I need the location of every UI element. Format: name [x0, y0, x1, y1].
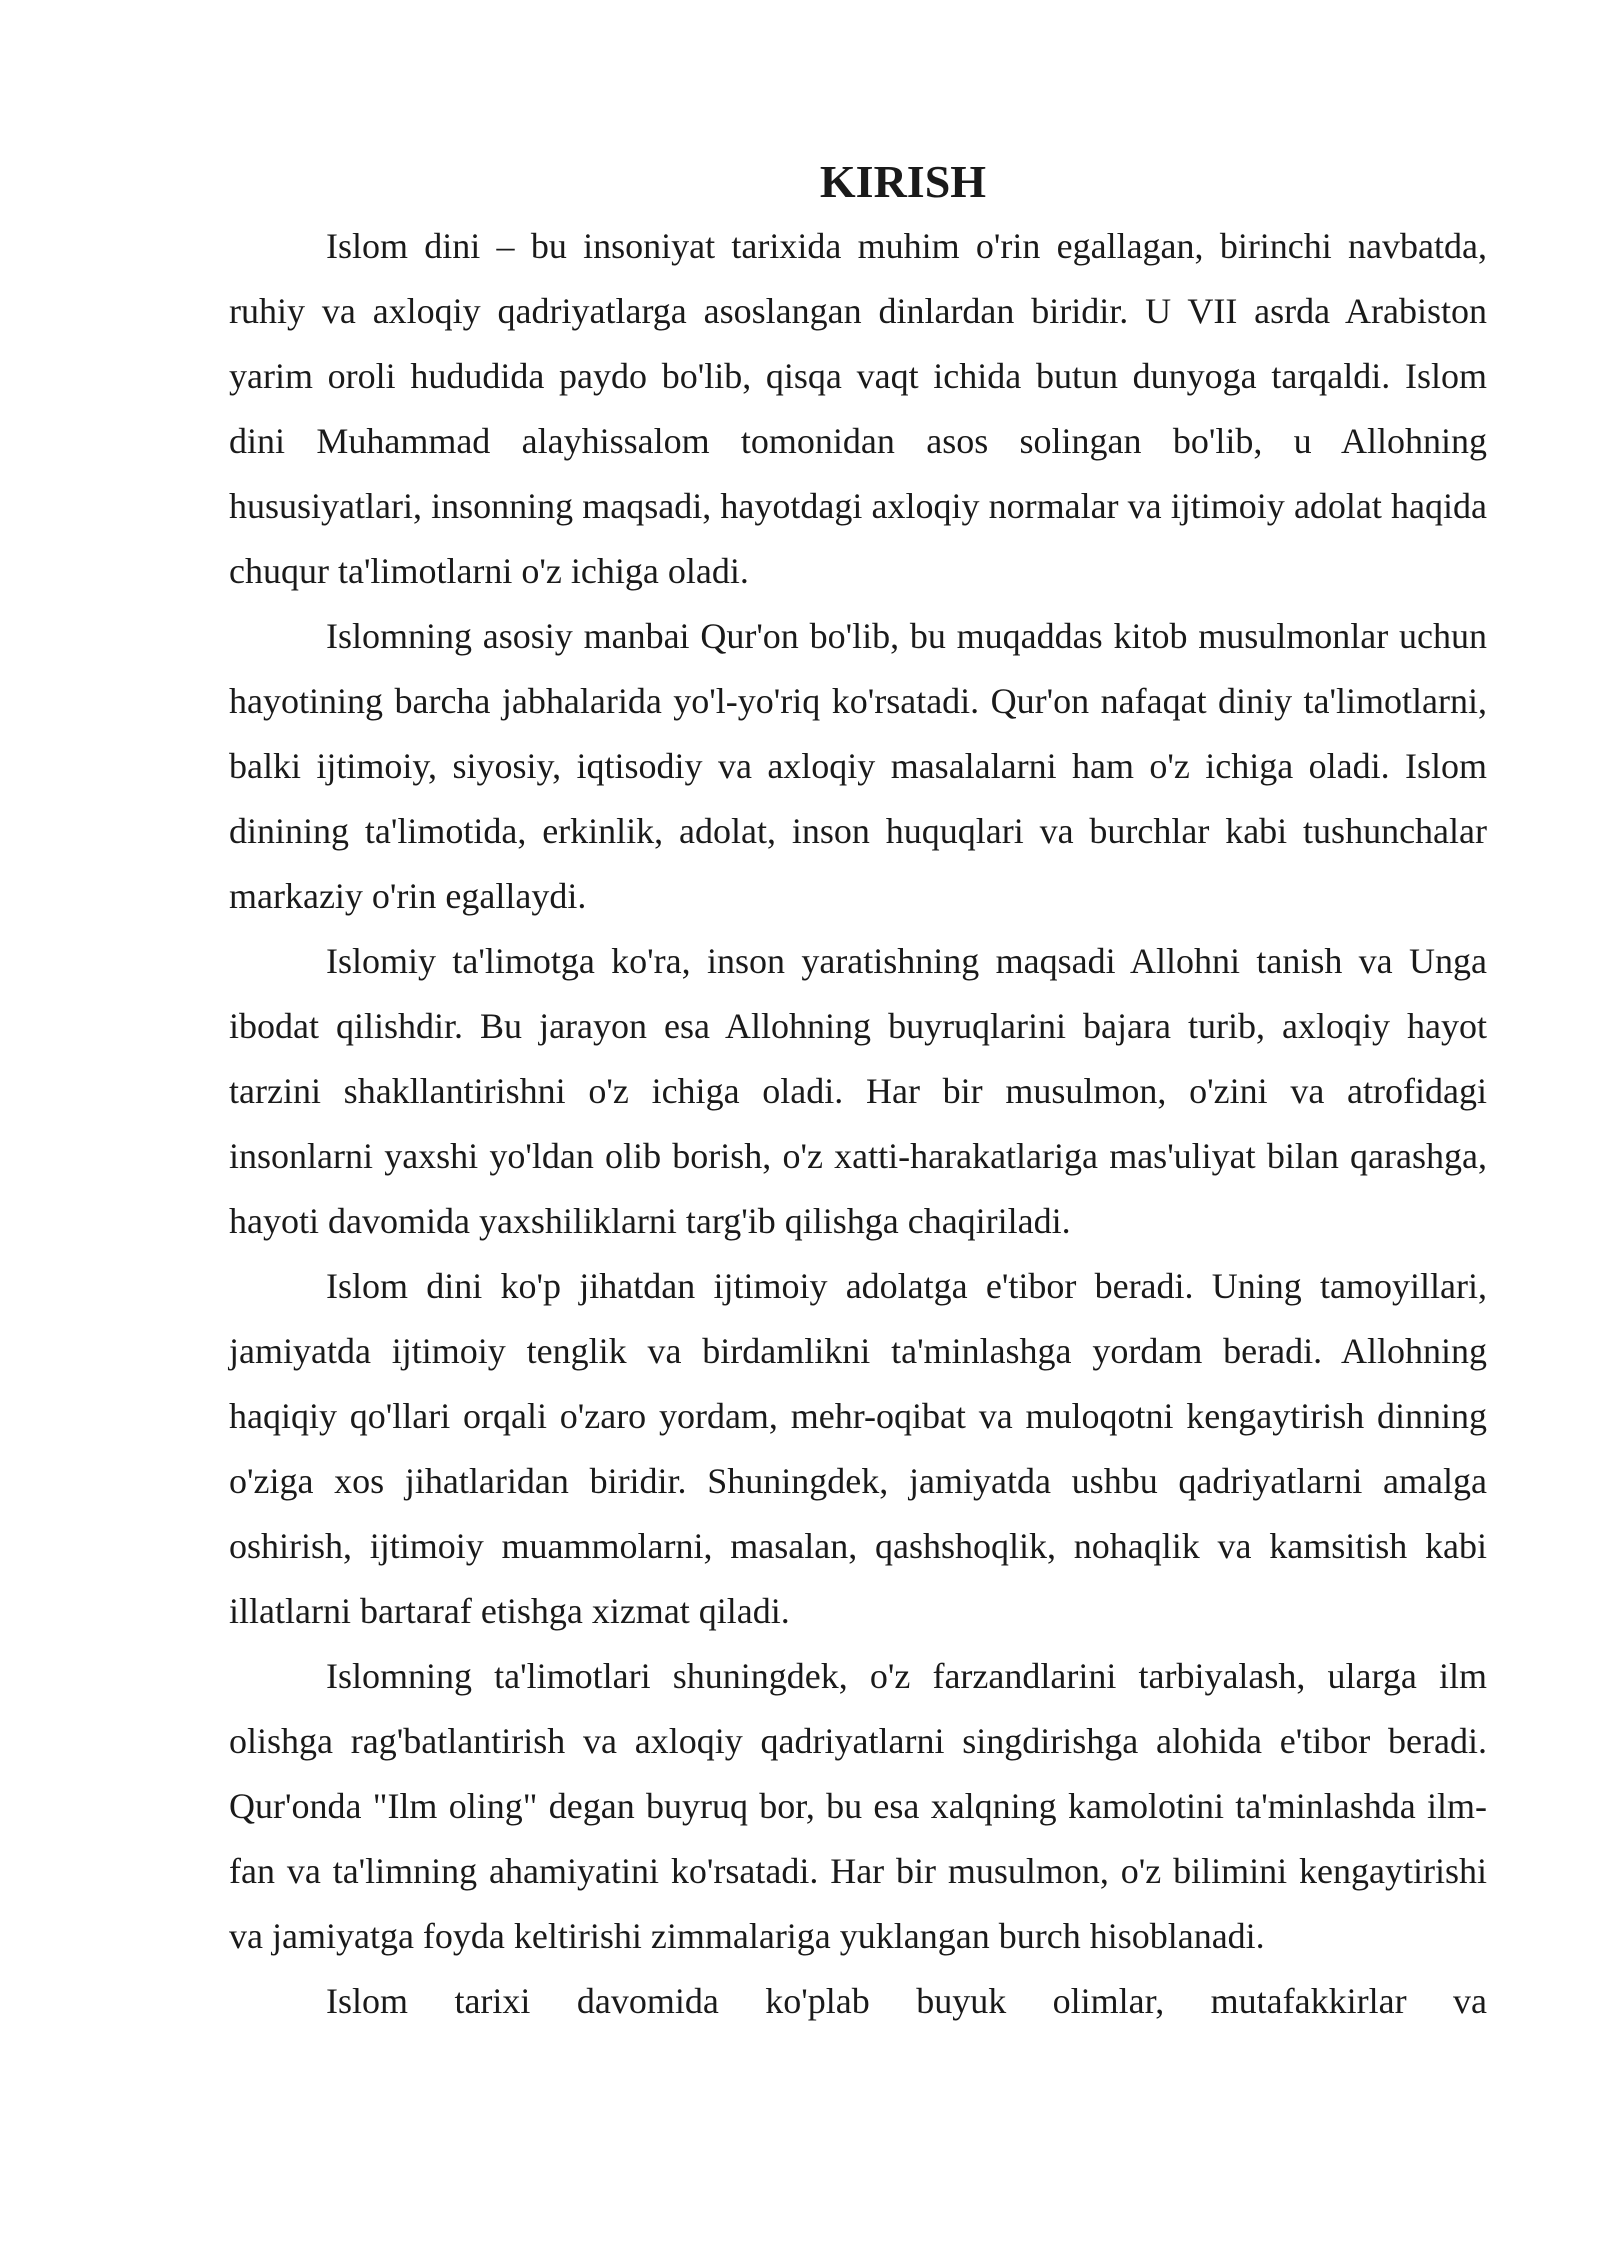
document-title: KIRISH: [819, 156, 987, 207]
paragraph-3: Islomiy ta'limotga ko'ra, inson yaratishning maqsadi Allohni tanish va Unga ibodat qilishdir. Bu jarayon esa Allohning buyruqlarini bajara turib, axloqiy hayot tarzini shakllantirishni o'z ichiga oladi. Har bir musulmon, o'zini va atrofidagi insonlarni yaxshi yo'ldan olib borish, o'z xatti-harakatlariga mas'uliyat bilan qarashga, hayoti davomida yaxshiliklarni targ'ib qilishga chaqiriladi.: [229, 941, 1487, 1241]
paragraph-2: Islomning asosiy manbai Qur'on bo'lib, bu muqaddas kitob musulmonlar uchun hayotining barcha jabhalarida yo'l-yo'riq ko'rsatadi. Qur'on nafaqat diniy ta'limotlarni, balki ijtimoiy, siyosiy, iqtisodiy va axloqiy masalalarni ham o'z ichiga oladi. Islom dinining ta'limotida, erkinlik, adolat, inson huquqlari va burchlar kabi tushunchalar markaziy o'rin egallaydi.: [229, 616, 1487, 916]
document-page: [229, 150, 1487, 2034]
paragraph-4: Islom dini ko'p jihatdan ijtimoiy adolatga e'tibor beradi. Uning tamoyillari, jamiyatda ijtimoiy tenglik va birdamlikni ta'minlashga yordam beradi. Allohning haqiqiy qo'llari orqali o'zaro yordam, mehr-oqibat va muloqotni kengaytirish dinning o'ziga xos jihatlaridan biridir. Shuningdek, jamiyatda ushbu qadriyatlarni amalga oshirish, ijtimoiy muammolarni, masalan, qashshoqlik, nohaqlik va kamsitish kabi illatlarni bartaraf etishga xizmat qiladi.: [229, 1266, 1487, 1631]
paragraph-1: Islom dini – bu insoniyat tarixida muhim o'rin egallagan, birinchi navbatda, ruhiy va axloqiy qadriyatlarga asoslangan dinlardan biridir. U VII asrda Arabiston yarim oroli hududida paydo bo'lib, qisqa vaqt ichida butun dunyoga tarqaldi. Islom dini Muhammad alayhissalom tomonidan asos solingan bo'lib, u Allohning hususiyatlari, insonning maqsadi, hayotdagi axloqiy normalar va ijtimoiy adolat haqida chuqur ta'limotlarni o'z ichiga oladi.: [229, 226, 1487, 591]
paragraph-6: Islom tarixi davomida ko'plab buyuk olimlar, mutafakkirlar va: [326, 1981, 1487, 2021]
paragraph-5: Islomning ta'limotlari shuningdek, o'z farzandlarini tarbiyalash, ularga ilm olishga rag'batlantirish va axloqiy qadriyatlarni singdirishga alohida e'tibor beradi. Qur'onda "Ilm oling" degan buyruq bor, bu esa xalqning kamolotini ta'minlashda ilm-fan va ta'limning ahamiyatini ko'rsatadi. Har bir musulmon, o'z bilimini kengaytirishi va jamiyatga foyda keltirishi zimmalariga yuklangan burch hisoblanadi.: [229, 1656, 1487, 1956]
